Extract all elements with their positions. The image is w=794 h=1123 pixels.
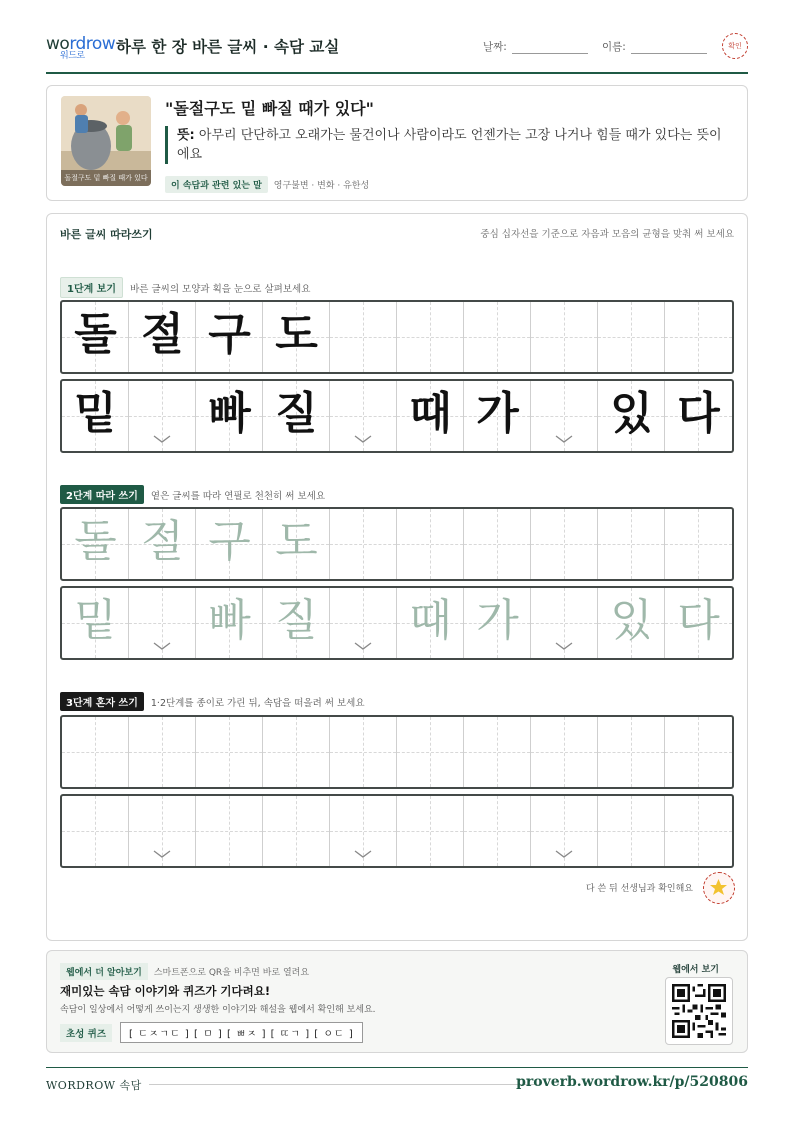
- name-label: 이름:: [602, 41, 626, 53]
- guide-character: 있: [610, 595, 653, 646]
- practice-title: 바른 글씨 따라쓰기: [60, 228, 153, 241]
- grid-cell[interactable]: [62, 588, 129, 658]
- grid-cell: [263, 302, 330, 372]
- grid-cell[interactable]: [464, 717, 531, 787]
- step2-row-2[interactable]: [60, 586, 734, 660]
- grid-cell[interactable]: [397, 588, 464, 658]
- grid-cell[interactable]: [129, 717, 196, 787]
- grid-cell[interactable]: [464, 588, 531, 658]
- grid-cell: [665, 302, 732, 372]
- grid-cell: [196, 381, 263, 451]
- grid-cell[interactable]: [196, 796, 263, 866]
- page-header: [46, 30, 748, 74]
- space-marker-icon: [354, 636, 372, 646]
- grid-cell[interactable]: [263, 588, 330, 658]
- guide-character: 구: [208, 309, 251, 360]
- web-view-label: 웹에서 보기: [672, 965, 719, 975]
- space-marker-icon: [153, 636, 171, 646]
- check-stamp-icon: 확인: [722, 33, 748, 59]
- step3-row-1[interactable]: [60, 715, 734, 789]
- grid-cell[interactable]: [330, 717, 397, 787]
- grid-cell: [263, 381, 330, 451]
- grid-cell[interactable]: [598, 796, 665, 866]
- grid-cell[interactable]: [196, 588, 263, 658]
- guide-character: 질: [275, 388, 318, 439]
- grid-cell[interactable]: [62, 509, 129, 579]
- grid-cell[interactable]: [263, 717, 330, 787]
- guide-character: 있: [610, 388, 653, 439]
- space-marker-icon: [153, 429, 171, 439]
- web-more-desc: 속담이 일상에서 어떻게 쓰이는지 생생한 이야기와 해설을 웹에서 확인해 보세요.: [60, 1005, 376, 1015]
- space-marker-icon: [555, 429, 573, 439]
- grid-cell[interactable]: [129, 509, 196, 579]
- guide-character: 절: [141, 516, 184, 567]
- grid-cell: [531, 302, 598, 372]
- qr-code-icon[interactable]: [665, 977, 733, 1045]
- wordrow-logo: wordrow 워드로: [46, 34, 116, 61]
- proverb-illustration: [61, 96, 151, 186]
- guide-character: 때: [409, 388, 452, 439]
- guide-character: 밑: [74, 388, 117, 439]
- grid-cell: [397, 381, 464, 451]
- grid-cell[interactable]: [598, 717, 665, 787]
- space-marker-icon: [555, 636, 573, 646]
- grid-cell[interactable]: [665, 509, 732, 579]
- thumb-caption: 돌절구도 밑 빠질 때가 있다: [64, 174, 148, 182]
- step3-row-2[interactable]: [60, 794, 734, 868]
- grid-cell[interactable]: [62, 717, 129, 787]
- guide-character: 돌: [74, 309, 117, 360]
- grid-cell: [397, 302, 464, 372]
- step1-row-1: [60, 300, 734, 374]
- web-more-panel: [46, 950, 748, 1053]
- grid-cell[interactable]: [665, 588, 732, 658]
- grid-cell[interactable]: [665, 796, 732, 866]
- step3-header: 3단계 혼자 쓰기 1·2단계를 종이로 가린 뒤, 속담을 떠올려 써 보세요: [60, 692, 365, 711]
- guide-character: 빠: [208, 595, 251, 646]
- step1-row-2: [60, 379, 734, 453]
- grid-cell[interactable]: [665, 717, 732, 787]
- grid-cell[interactable]: [598, 588, 665, 658]
- grid-cell: [598, 302, 665, 372]
- teacher-stamp-icon: [703, 872, 735, 904]
- grid-cell[interactable]: [531, 509, 598, 579]
- space-marker-icon: [354, 844, 372, 854]
- guide-character: 도: [275, 516, 318, 567]
- grid-cell: [598, 381, 665, 451]
- proverb-title: "돌절구도 밑 빠질 때가 있다": [165, 99, 374, 118]
- grid-cell[interactable]: [397, 717, 464, 787]
- guide-character: 절: [141, 309, 184, 360]
- date-field[interactable]: [512, 53, 588, 54]
- guide-character: 밑: [74, 595, 117, 646]
- grid-cell[interactable]: [62, 796, 129, 866]
- footer-url[interactable]: proverb.wordrow.kr/p/520806: [516, 1074, 748, 1090]
- grid-cell[interactable]: [196, 717, 263, 787]
- grid-cell[interactable]: [263, 509, 330, 579]
- proverb-meaning: 뜻: 아무리 단단하고 오래가는 물건이나 사람이라도 언젠가는 고장 나거나 힘들 때가 있다는 뜻이에요: [165, 126, 731, 164]
- practice-note: 중심 십자선을 기준으로 자음과 모음의 균형을 맞춰 써 보세요: [480, 229, 734, 240]
- page-footer: [46, 1067, 748, 1097]
- grid-cell[interactable]: [263, 796, 330, 866]
- grid-cell: [129, 302, 196, 372]
- step1-header: 1단계 보기 바른 글씨의 모양과 획을 눈으로 살펴보세요: [60, 277, 310, 298]
- name-field[interactable]: [631, 53, 707, 54]
- grid-cell[interactable]: [330, 509, 397, 579]
- guide-character: 구: [208, 516, 251, 567]
- grid-cell: [196, 302, 263, 372]
- grid-cell[interactable]: [397, 509, 464, 579]
- grid-cell: [62, 302, 129, 372]
- step2-header: 2단계 따라 쓰기 옅은 글씨를 따라 연필로 천천히 써 보세요: [60, 485, 325, 504]
- grid-cell[interactable]: [464, 796, 531, 866]
- date-label: 날짜:: [483, 41, 507, 53]
- step2-row-1[interactable]: [60, 507, 734, 581]
- guide-character: 도: [275, 309, 318, 360]
- proverb-card: [46, 85, 748, 201]
- page-title: 하루 한 장 바른 글씨 · 속담 교실: [116, 38, 340, 56]
- web-more-title: 재미있는 속담 이야기와 퀴즈가 기다려요!: [60, 984, 271, 998]
- practice-section: [46, 213, 748, 941]
- grid-cell[interactable]: [397, 796, 464, 866]
- guide-character: 돌: [74, 516, 117, 567]
- guide-character: 다: [677, 595, 720, 646]
- web-more-header: 웹에서 더 알아보기 스마트폰으로 QR을 비추면 바로 열려요: [60, 963, 309, 980]
- footer-brand: WORDROW 속담: [46, 1079, 142, 1092]
- guide-character: 가: [476, 388, 519, 439]
- grid-cell: [464, 381, 531, 451]
- related-words: 이 속담과 관련 있는 말 영구불변 · 변화 · 유한성: [165, 176, 369, 193]
- guide-character: 때: [409, 595, 452, 646]
- grid-cell[interactable]: [464, 509, 531, 579]
- space-marker-icon: [555, 844, 573, 854]
- grid-cell: [464, 302, 531, 372]
- guide-character: 질: [275, 595, 318, 646]
- space-marker-icon: [354, 429, 372, 439]
- initial-quiz: 초성 퀴즈 [ ㄷㅈㄱㄷ ] [ ㅁ ] [ ㅃㅈ ] [ ㄸㄱ ] [ ㅇㄷ ]: [60, 1022, 363, 1043]
- grid-cell: [330, 302, 397, 372]
- guide-character: 빠: [208, 388, 251, 439]
- grid-cell[interactable]: [531, 717, 598, 787]
- footer-divider: [149, 1084, 539, 1085]
- grid-cell[interactable]: [196, 509, 263, 579]
- grid-cell[interactable]: [598, 509, 665, 579]
- space-marker-icon: [153, 844, 171, 854]
- grid-cell: [62, 381, 129, 451]
- teacher-check-note: 다 쓴 뒤 선생님과 확인해요: [585, 884, 693, 894]
- grid-cell: [665, 381, 732, 451]
- guide-character: 가: [476, 595, 519, 646]
- guide-character: 다: [677, 388, 720, 439]
